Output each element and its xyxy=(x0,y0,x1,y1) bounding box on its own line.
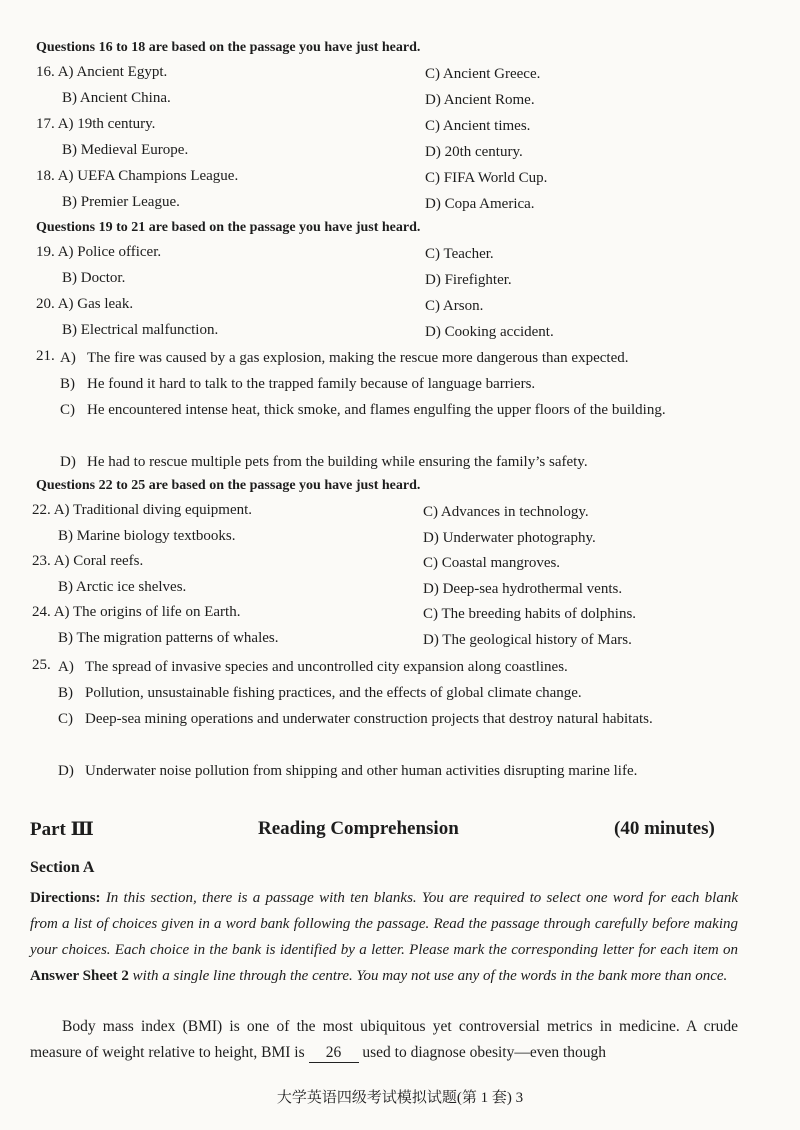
q21-c-text: He encountered intense heat, thick smoke, and flames engulfing the upper floors of the building. xyxy=(87,402,666,418)
q16-a-text: A) Ancient Egypt. xyxy=(57,64,168,80)
part-time: (40 minutes) xyxy=(614,818,715,839)
q20-option-d: D) Cooking accident. xyxy=(425,324,554,340)
group-header-22-25: Questions 22 to 25 are based on the passage you have just heard. xyxy=(36,478,421,493)
q23-option-c: C) Coastal mangroves. xyxy=(423,555,561,571)
q23-option-a xyxy=(32,553,143,570)
q24-number: 24. xyxy=(32,604,51,620)
q19-option-a xyxy=(36,244,161,261)
q18-option-a xyxy=(36,168,238,185)
q21-a-label: A) xyxy=(60,350,76,366)
q24-option-d: D) The geological history of Mars. xyxy=(423,632,632,648)
q25-a-text: The spread of invasive species and uncontrolled city expansion along coastlines. xyxy=(85,659,568,675)
page-footer: 大学英语四级考试模拟试题(第 1 套) 3 xyxy=(276,1090,524,1106)
q21-option-c xyxy=(60,398,740,448)
q24-option-a xyxy=(32,604,240,621)
q25-option-c xyxy=(58,707,740,757)
q21-d-text: He had to rescue multiple pets from the building while ensuring the family’s safety. xyxy=(87,454,588,470)
q25-option-a xyxy=(58,655,740,680)
q17-option-b: B) Medieval Europe. xyxy=(62,142,189,158)
q21-number: 21. xyxy=(36,348,55,364)
q21-option-b xyxy=(60,372,740,397)
q23-a-text: A) Coral reefs. xyxy=(53,553,144,569)
q25-d-label: D) xyxy=(58,763,74,779)
q23-number: 23. xyxy=(32,553,51,569)
directions-label: Directions: xyxy=(30,890,101,906)
q18-option-c: C) FIFA World Cup. xyxy=(425,170,548,186)
q25-d-text: Underwater noise pollution from shipping and other human activities disrupting marine life. xyxy=(85,763,638,779)
q24-option-c: C) The breeding habits of dolphins. xyxy=(423,606,637,622)
q25-a-label: A) xyxy=(58,659,74,675)
q20-option-c: C) Arson. xyxy=(425,298,484,314)
q16-option-b: B) Ancient China. xyxy=(62,90,171,106)
q25-option-b xyxy=(58,681,740,706)
q17-option-a xyxy=(36,116,155,133)
passage-text-after: used to diagnose obesity—even though xyxy=(362,1044,607,1061)
q20-option-a xyxy=(36,296,133,313)
q19-a-text: A) Police officer. xyxy=(57,244,162,260)
q18-number: 18. xyxy=(36,168,55,184)
q24-option-b: B) The migration patterns of whales. xyxy=(58,630,279,646)
q18-option-d: D) Copa America. xyxy=(425,196,535,212)
q22-option-c: C) Advances in technology. xyxy=(423,504,589,520)
q17-number: 17. xyxy=(36,116,55,132)
blank-26: 26 xyxy=(309,1044,359,1063)
q21-b-text: He found it hard to talk to the trapped family because of language barriers. xyxy=(87,376,536,392)
q25-b-text: Pollution, unsustainable fishing practices, and the effects of global climate change. xyxy=(85,685,582,701)
q25-b-label: B) xyxy=(58,685,73,701)
q19-option-c: C) Teacher. xyxy=(425,246,494,262)
q16-number: 16. xyxy=(36,64,55,80)
q20-a-text: A) Gas leak. xyxy=(57,296,134,312)
q22-option-d: D) Underwater photography. xyxy=(423,530,596,546)
q21-option-a xyxy=(60,346,740,371)
group-header-16-18: Questions 16 to 18 are based on the passage you have just heard. xyxy=(36,40,421,55)
q16-option-c: C) Ancient Greece. xyxy=(425,66,541,82)
passage-text-before: Body mass index (BMI) is one of the most ubiquitous yet controversial metrics in medicine. A crude measure of weight relative to height, BMI is xyxy=(30,1018,738,1061)
passage xyxy=(30,1014,738,1066)
part-label: Part Ⅲ xyxy=(30,819,94,840)
answer-sheet-ref: Answer Sheet 2 xyxy=(30,968,129,984)
part-title: Reading Comprehension xyxy=(258,818,459,839)
q16-option-d: D) Ancient Rome. xyxy=(425,92,535,108)
q21-b-label: B) xyxy=(60,376,75,392)
q17-option-d: D) 20th century. xyxy=(425,144,523,160)
q25-c-text: Deep-sea mining operations and underwater construction projects that destroy natural habitats. xyxy=(85,711,653,727)
q17-option-c: C) Ancient times. xyxy=(425,118,531,134)
q25-c-label: C) xyxy=(58,711,73,727)
q22-a-text: A) Traditional diving equipment. xyxy=(53,502,253,518)
section-title: Section A xyxy=(30,859,95,876)
q21-d-label: D) xyxy=(60,454,76,470)
q23-option-b: B) Arctic ice shelves. xyxy=(58,579,187,595)
q22-number: 22. xyxy=(32,502,51,518)
q17-a-text: A) 19th century. xyxy=(57,116,156,132)
q23-option-d: D) Deep-sea hydrothermal vents. xyxy=(423,581,623,597)
q24-a-text: A) The origins of life on Earth. xyxy=(53,604,241,620)
q20-number: 20. xyxy=(36,296,55,312)
q19-option-b: B) Doctor. xyxy=(62,270,126,286)
directions-text-2: with a single line through the centre. You may not use any of the words in the bank more than once. xyxy=(132,968,728,984)
q18-option-b: B) Premier League. xyxy=(62,194,180,210)
q22-option-a xyxy=(32,502,252,519)
group-header-19-21: Questions 19 to 21 are based on the passage you have just heard. xyxy=(36,220,421,235)
q21-c-label: C) xyxy=(60,402,75,418)
q18-a-text: A) UEFA Champions League. xyxy=(57,168,239,184)
q19-number: 19. xyxy=(36,244,55,260)
q21-option-d xyxy=(60,450,740,475)
q25-number: 25. xyxy=(32,657,51,673)
q20-option-b: B) Electrical malfunction. xyxy=(62,322,219,338)
q22-option-b: B) Marine biology textbooks. xyxy=(58,528,236,544)
directions-text-1: In this section, there is a passage with ten blanks. You are required to select one word for each blank from a list of choices given in a word bank following the passage. Read the passage through carefully before making your choices. Each choice in the bank is identified by a letter. Please mark the corresponding letter for each item on xyxy=(30,890,739,958)
q19-option-d: D) Firefighter. xyxy=(425,272,512,288)
q25-option-d xyxy=(58,759,740,809)
q21-a-text: The fire was caused by a gas explosion, making the rescue more dangerous than expected. xyxy=(87,350,629,366)
q16-option-a xyxy=(36,64,167,81)
directions xyxy=(30,885,738,989)
